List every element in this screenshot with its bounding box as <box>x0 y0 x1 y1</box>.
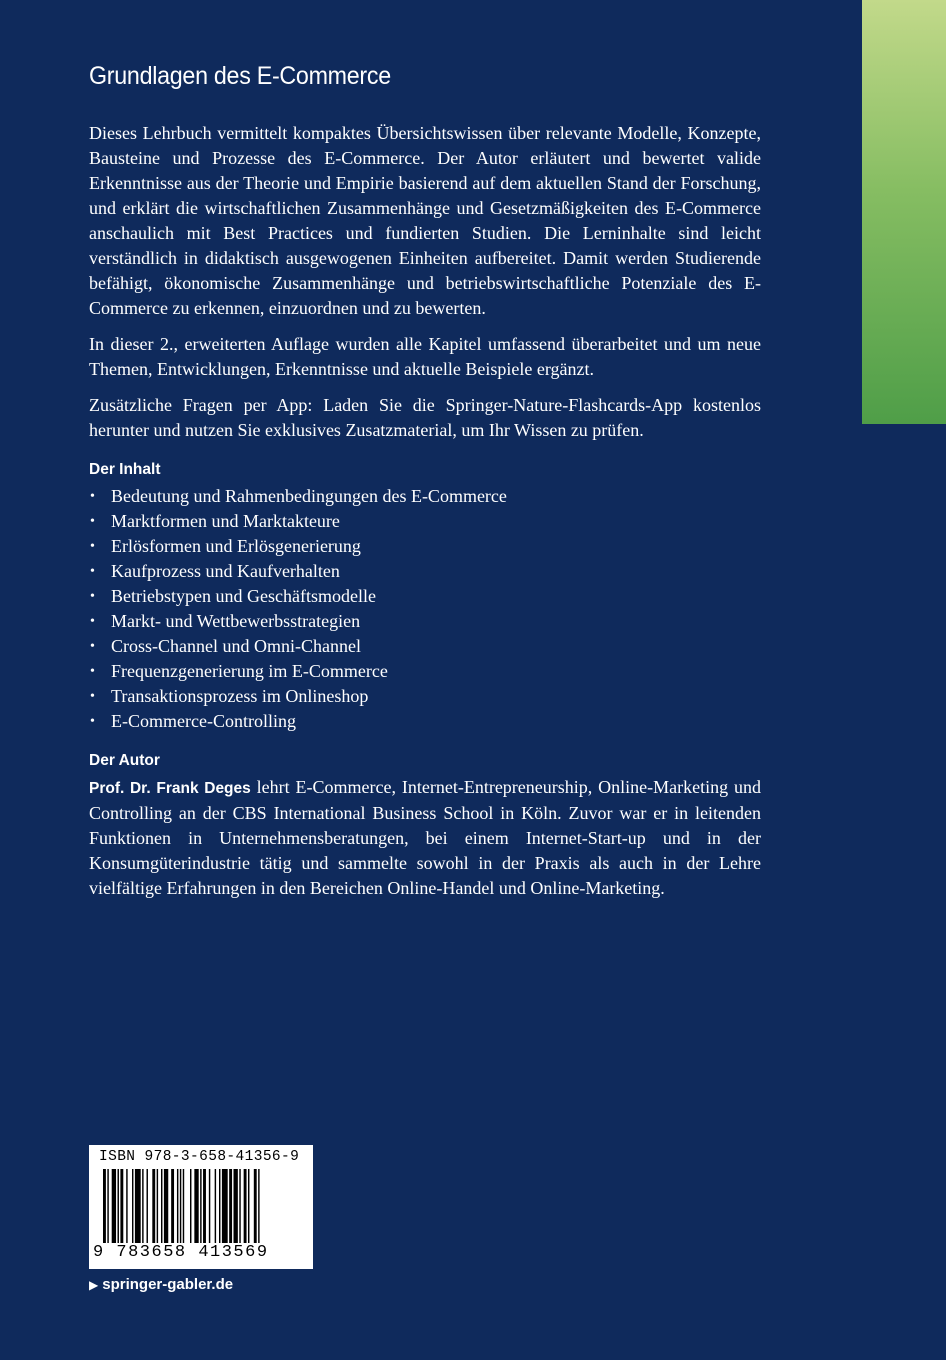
barcode-bar <box>229 1169 232 1243</box>
barcode-bar <box>118 1169 119 1243</box>
barcode-bar <box>254 1169 257 1243</box>
barcode-bar <box>203 1169 206 1243</box>
description-paragraph: Dieses Lehrbuch vermittelt kompaktes Übersichtswissen über relevante Modelle, Konzepte, Bausteine und Prozesse des E-Commerce. Der Autor erläutert und bewertet valide Erkenntnisse aus der Theorie und Empirie basierend auf dem aktuellen Stand der Forschung, und erklärt die wirtschaftlichen Zusammenhänge und Gesetzmäßigkeiten des E-Commerce anschaulich mit Best Practices und fundierten Studien. Die Lerninhalte sind leicht verständlich in didaktisch ausgewogenen Einheiten aufbereitet. Damit werden Studierende befähigt, ökonomische Zusammenhänge und betriebswirtschaftliche Potenziale des E-Commerce zu erkennen, einzuordnen und zu bewerten. <box>89 123 761 318</box>
publisher-url: springer-gabler.de <box>102 1276 234 1293</box>
barcode-bar <box>190 1169 191 1243</box>
barcode-bar <box>183 1169 184 1243</box>
app-paragraph: Zusätzliche Fragen per App: Laden Sie die Springer-Nature-Flashcards-App kostenlos herunter und nutzen Sie exklusives Zusatzmaterial, um Ihr Wissen zu prüfen. <box>89 395 761 440</box>
barcode-bar <box>126 1169 127 1243</box>
publisher-link[interactable] <box>89 1276 233 1293</box>
list-item: • Kaufprozess und Kaufverhalten <box>89 559 761 584</box>
list-item: • Erlösformen und Erlösgenerierung <box>89 534 761 559</box>
barcode-bar <box>194 1169 198 1243</box>
barcode-bar <box>107 1169 108 1243</box>
author-name: Prof. Dr. Frank Deges <box>89 780 251 797</box>
list-item: • Bedeutung und Rahmenbedingungen des E-Commerce <box>89 484 761 509</box>
barcode-bar <box>239 1169 240 1243</box>
barcode-bar <box>215 1169 216 1243</box>
list-item: • Cross-Channel und Omni-Channel <box>89 634 761 659</box>
list-item: • Markt- und Wettbewerbsstrategien <box>89 609 761 634</box>
barcode-bar <box>222 1169 228 1243</box>
barcode-bar <box>234 1169 238 1243</box>
list-item: • E-Commerce-Controlling <box>89 709 761 734</box>
author-paragraph <box>89 775 761 901</box>
author-bio: lehrt E-Commerce, Internet-Entrepreneurship, Online-Marketing und Controlling an der CBS International Business School in Köln. Zuvor war er in leitenden Funktionen in Unternehmensberatungen, bei einem Internet-Start-up und in der Konsumgüterindustrie tätig und sammelte sowohl in der Praxis als auch in der Lehre vielfältige Erfahrungen in den Bereichen Online-Handel und Online-Marketing. <box>89 777 761 898</box>
contents-list <box>89 484 761 734</box>
barcode-bar <box>164 1169 168 1243</box>
barcode-bar <box>157 1169 158 1243</box>
contents-heading: Der Inhalt <box>89 461 161 478</box>
barcode-digits: 9 783658 413569 <box>93 1243 269 1262</box>
barcode-bar <box>248 1169 249 1243</box>
arrow-right-icon: ▶ <box>89 1277 99 1292</box>
barcode-bar <box>180 1169 181 1243</box>
barcode-bar <box>142 1169 143 1243</box>
barcode-bar <box>161 1169 162 1243</box>
barcode-bar <box>244 1169 247 1243</box>
list-item: • Betriebstypen und Geschäftsmodelle <box>89 584 761 609</box>
barcode-bar <box>258 1169 259 1243</box>
author-heading: Der Autor <box>89 752 160 769</box>
barcode-bar <box>200 1169 201 1243</box>
list-item: • Marktformen und Marktakteure <box>89 509 761 534</box>
barcode-bar <box>177 1169 178 1243</box>
barcode-bar <box>112 1169 116 1243</box>
isbn-barcode <box>89 1145 313 1269</box>
barcode-bar <box>120 1169 123 1243</box>
edition-paragraph: In dieser 2., erweiterten Auflage wurden alle Kapitel umfassend überarbeitet und um neue Themen, Entwicklungen, Erkenntnisse und aktuelle Beispiele ergänzt. <box>89 334 761 379</box>
isbn-label: ISBN 978-3-658-41356-9 <box>99 1149 300 1165</box>
barcode-bar <box>209 1169 210 1243</box>
barcode-bar <box>219 1169 220 1243</box>
barcode-bar <box>132 1169 133 1243</box>
barcode-bar <box>171 1169 174 1243</box>
book-title: Grundlagen des E-Commerce <box>89 62 391 90</box>
accent-tab <box>862 0 946 424</box>
barcode-bar <box>103 1169 106 1243</box>
barcode-bar <box>147 1169 148 1243</box>
barcode-bar <box>135 1169 141 1243</box>
list-item: • Frequenzgenerierung im E-Commerce <box>89 659 761 684</box>
back-cover-text <box>89 62 761 912</box>
list-item: • Transaktionsprozess im Onlineshop <box>89 684 761 709</box>
barcode-bar <box>152 1169 155 1243</box>
barcode-bars <box>103 1169 299 1243</box>
